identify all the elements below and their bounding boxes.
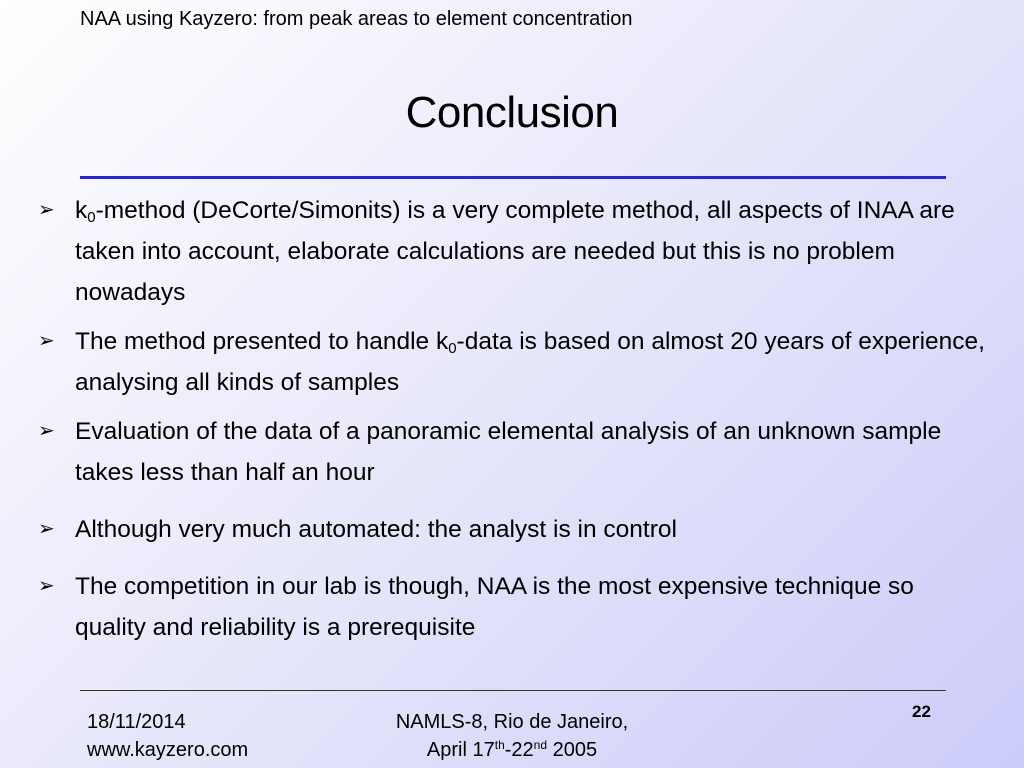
- title-underline: [80, 176, 946, 179]
- subscript: 0: [87, 209, 96, 226]
- bullet-text: -data is based on almost 20 years of experience, analysing all kinds of samples: [75, 328, 985, 396]
- bullet-text: k: [75, 197, 88, 224]
- slide-title: Conclusion: [405, 88, 619, 137]
- footer-event-text: April 17: [426, 739, 495, 761]
- footer-event: [380, 708, 644, 764]
- bullet-item: [38, 190, 988, 313]
- footer-event-text: 2005: [547, 739, 598, 761]
- bullet-text: Evaluation of the data of a panoramic elemental analysis of an unknown sample takes less than half an hour: [75, 418, 942, 486]
- bullet-item: [38, 411, 988, 493]
- bullet-item: [38, 566, 988, 648]
- footer-event-line2: [380, 736, 644, 764]
- bullet-item: [38, 321, 988, 403]
- bullet-text: The method presented to handle k: [75, 328, 449, 355]
- footer-divider: [80, 690, 946, 691]
- footer-event-line1: NAMLS-8, Rio de Janeiro,: [395, 711, 629, 733]
- arrow-bullet-icon: ➢: [38, 518, 55, 540]
- slide-header: NAA using Kayzero: from peak areas to element concentration: [80, 8, 633, 30]
- arrow-bullet-icon: ➢: [38, 330, 55, 352]
- arrow-bullet-icon: ➢: [38, 199, 55, 221]
- page-number: 22: [912, 702, 931, 721]
- footer-website: www.kayzero.com: [87, 739, 249, 761]
- bullet-list: [38, 190, 988, 648]
- footer-left: [87, 708, 248, 764]
- arrow-bullet-icon: ➢: [38, 575, 55, 597]
- bullet-text: -method (DeCorte/Simonits) is a very complete method, all aspects of INAA are taken into account, elaborate calculations are needed but this is no problem nowadays: [75, 197, 955, 306]
- superscript: nd: [533, 738, 548, 752]
- footer-event-text: -22: [504, 739, 534, 761]
- arrow-bullet-icon: ➢: [38, 420, 55, 442]
- superscript: th: [494, 738, 505, 752]
- bullet-text: The competition in our lab is though, NAA is the most expensive technique so quality and reliability is a prerequisite: [75, 573, 914, 641]
- subscript: 0: [448, 340, 457, 357]
- bullet-text: Although very much automated: the analyst is in control: [75, 516, 677, 543]
- bullet-item: [38, 509, 988, 550]
- footer-date: 18/11/2014: [87, 711, 186, 733]
